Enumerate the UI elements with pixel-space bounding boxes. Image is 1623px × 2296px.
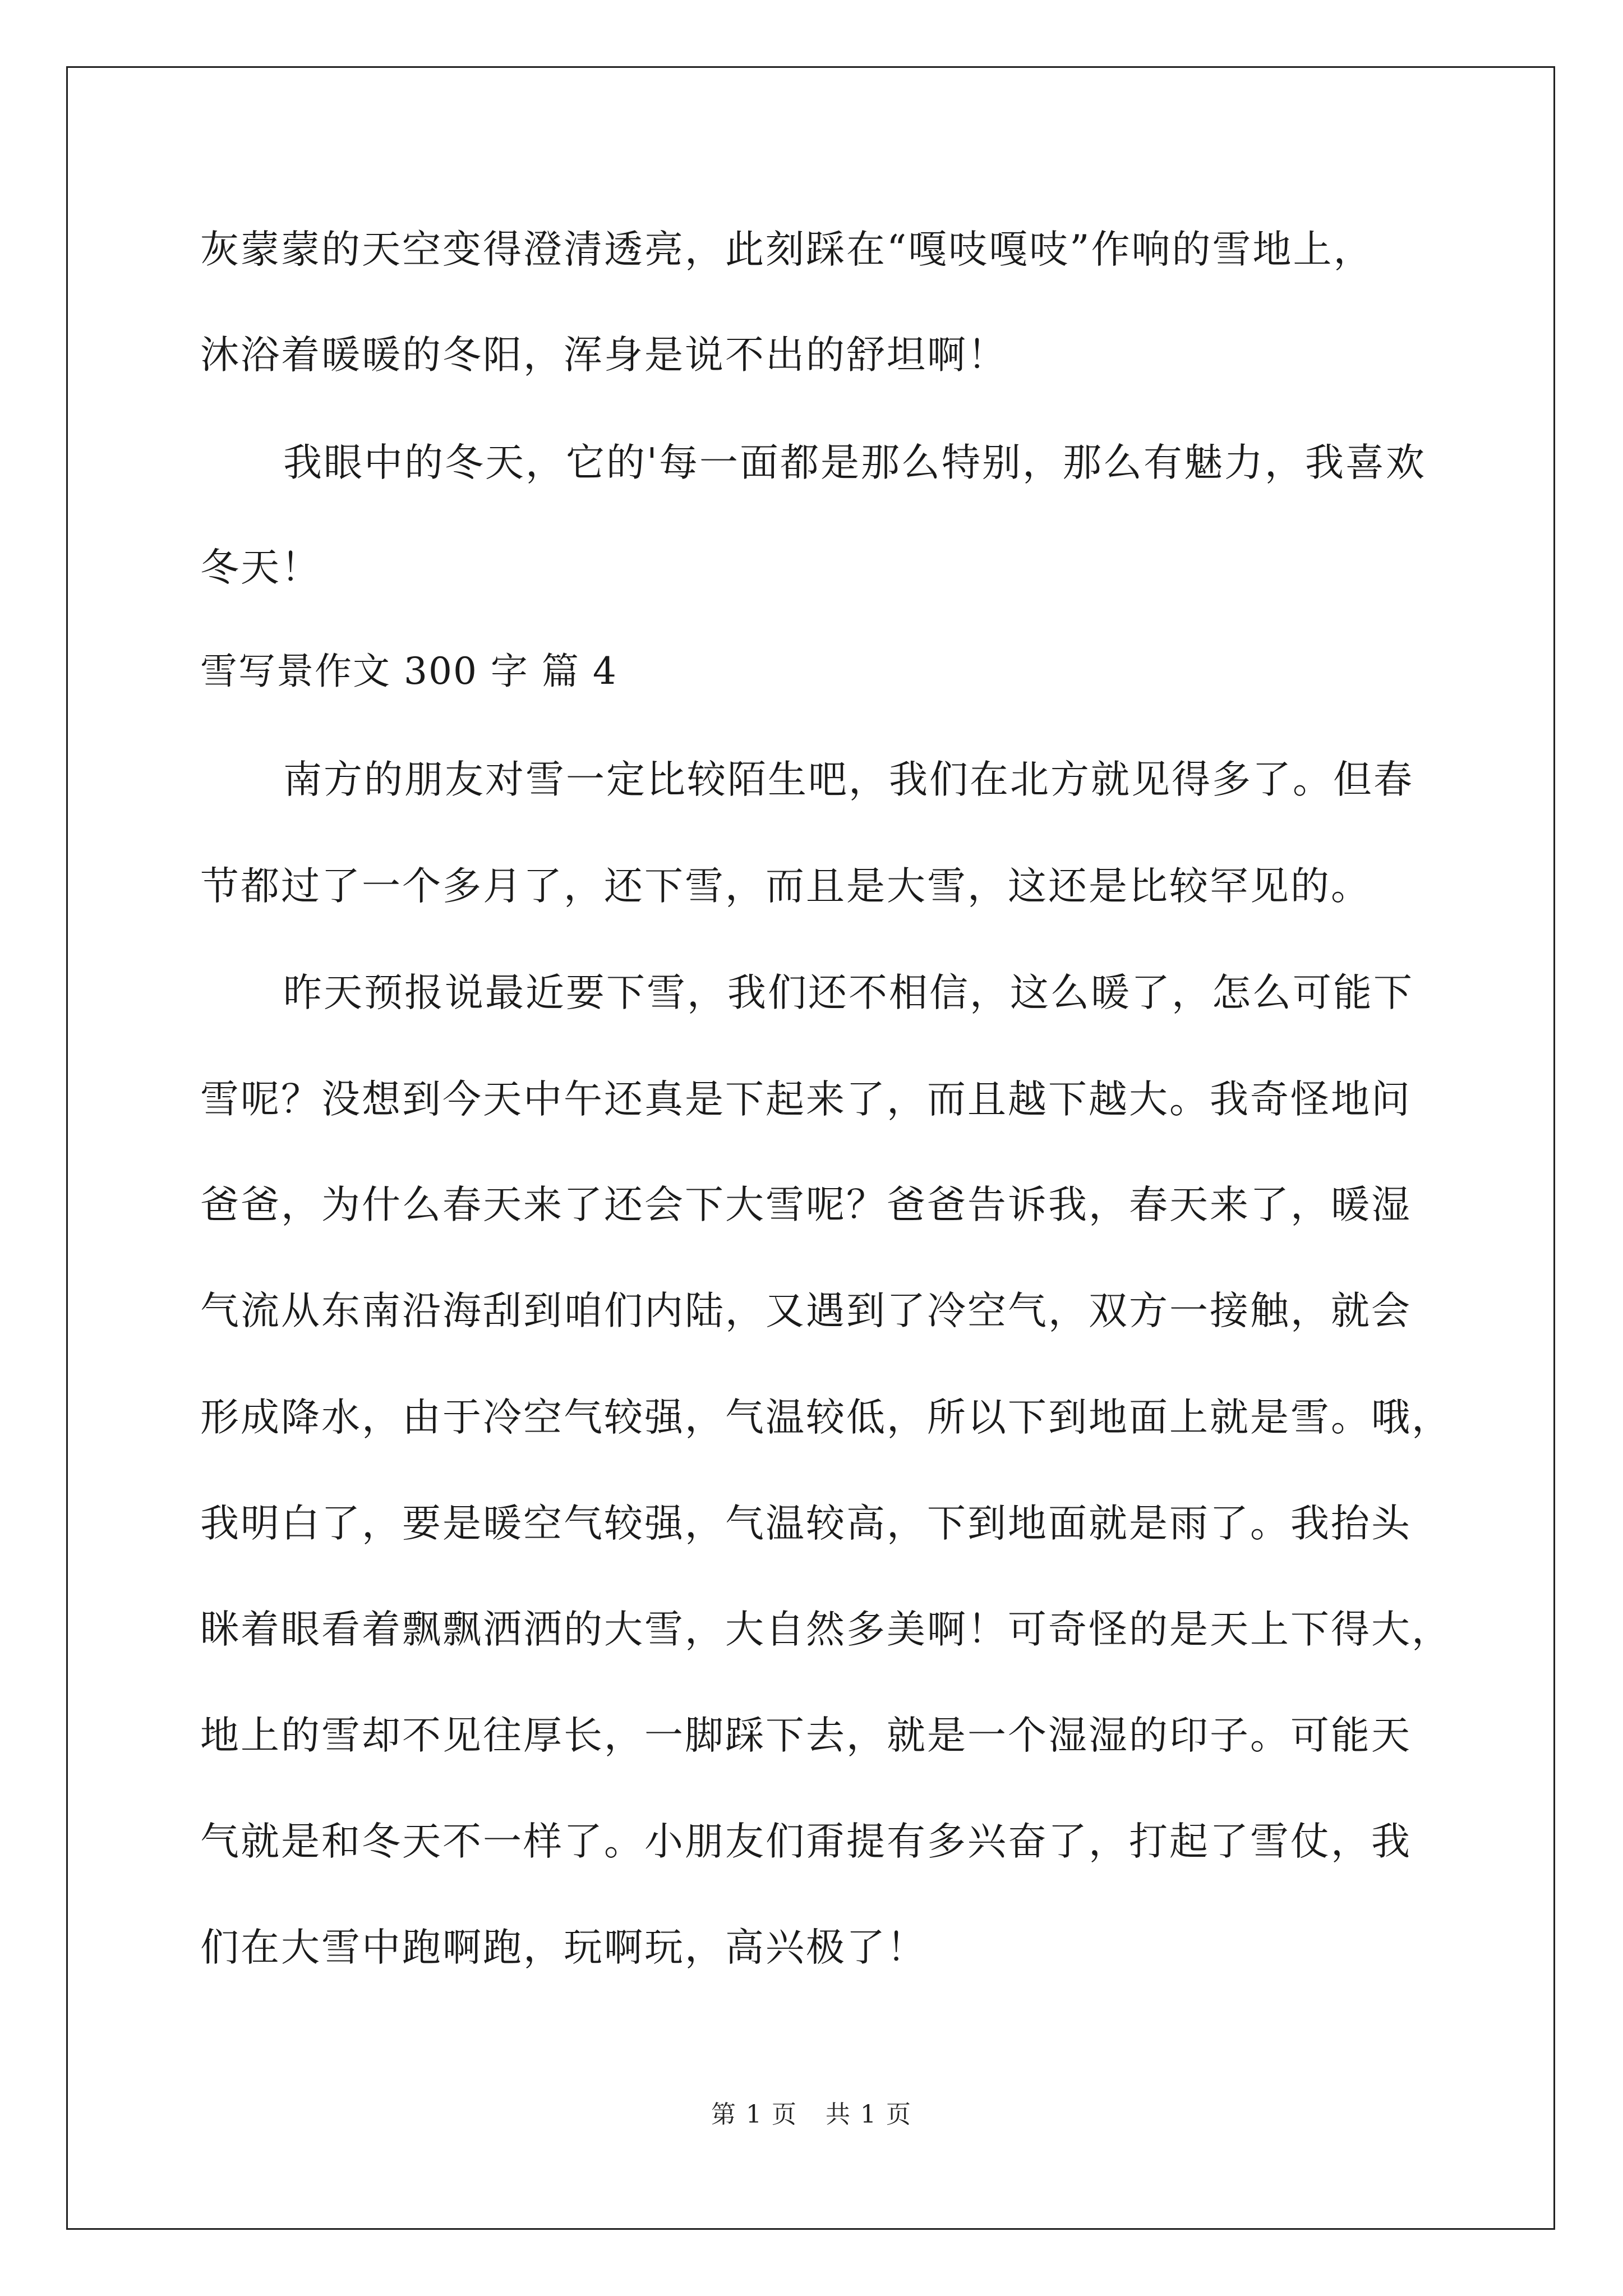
- text-line: 雪呢？没想到今天中午还真是下起来了，而且越下越大。我奇怪地问: [200, 1077, 1412, 1122]
- text-line: 沐浴着暖暖的冬阳，浑身是说不出的舒坦啊！: [200, 333, 1008, 378]
- paragraph-start-line: 南方的朋友对雪一定比较陌生吧，我们在北方就见得多了。但春: [283, 757, 1414, 802]
- text-line: 冬天！: [200, 545, 321, 590]
- page-total: 共 1 页: [826, 2100, 912, 2129]
- text-line: 爸爸，为什么春天来了还会下大雪呢？爸爸告诉我，春天来了，暖湿: [200, 1182, 1412, 1227]
- text-line: 灰蒙蒙的天空变得澄清透亮，此刻踩在“嘎吱嘎吱”作响的雪地上，: [200, 227, 1374, 272]
- text-line: 气就是和冬天不一样了。小朋友们甭提有多兴奋了，打起了雪仗，我: [200, 1819, 1412, 1864]
- page-border: [66, 66, 1555, 2230]
- text-line: 地上的雪却不见往厚长，一脚踩下去，就是一个湿湿的印子。可能天: [200, 1713, 1412, 1758]
- text-line: 节都过了一个多月了，还下雪，而且是大雪，这还是比较罕见的。: [200, 864, 1371, 909]
- text-line: 我明白了，要是暖空气较强，气温较高，下到地面就是雨了。我抬头: [200, 1501, 1412, 1546]
- paragraph-start-line: 我眼中的冬天，它的'每一面都是那么特别，那么有魅力，我喜欢: [283, 440, 1426, 485]
- text-line: 气流从东南沿海刮到咱们内陆，又遇到了冷空气，双方一接触，就会: [200, 1289, 1412, 1333]
- paragraph-start-line: 昨天预报说最近要下雪，我们还不相信，这么暖了，怎么可能下: [283, 970, 1414, 1015]
- text-line: 形成降水，由于冷空气较强，气温较低，所以下到地面上就是雪。哦，: [200, 1395, 1452, 1440]
- text-line: 眯着眼看着飘飘洒洒的大雪，大自然多美啊！可奇怪的是天上下得大，: [200, 1607, 1452, 1652]
- text-line: 们在大雪中跑啊跑，玩啊玩，高兴极了！: [200, 1925, 927, 1970]
- page-number: 第 1 页: [711, 2100, 797, 2129]
- section-heading: 雪写景作文 300 字 篇 4: [200, 650, 617, 693]
- page-footer: [0, 2098, 1623, 2132]
